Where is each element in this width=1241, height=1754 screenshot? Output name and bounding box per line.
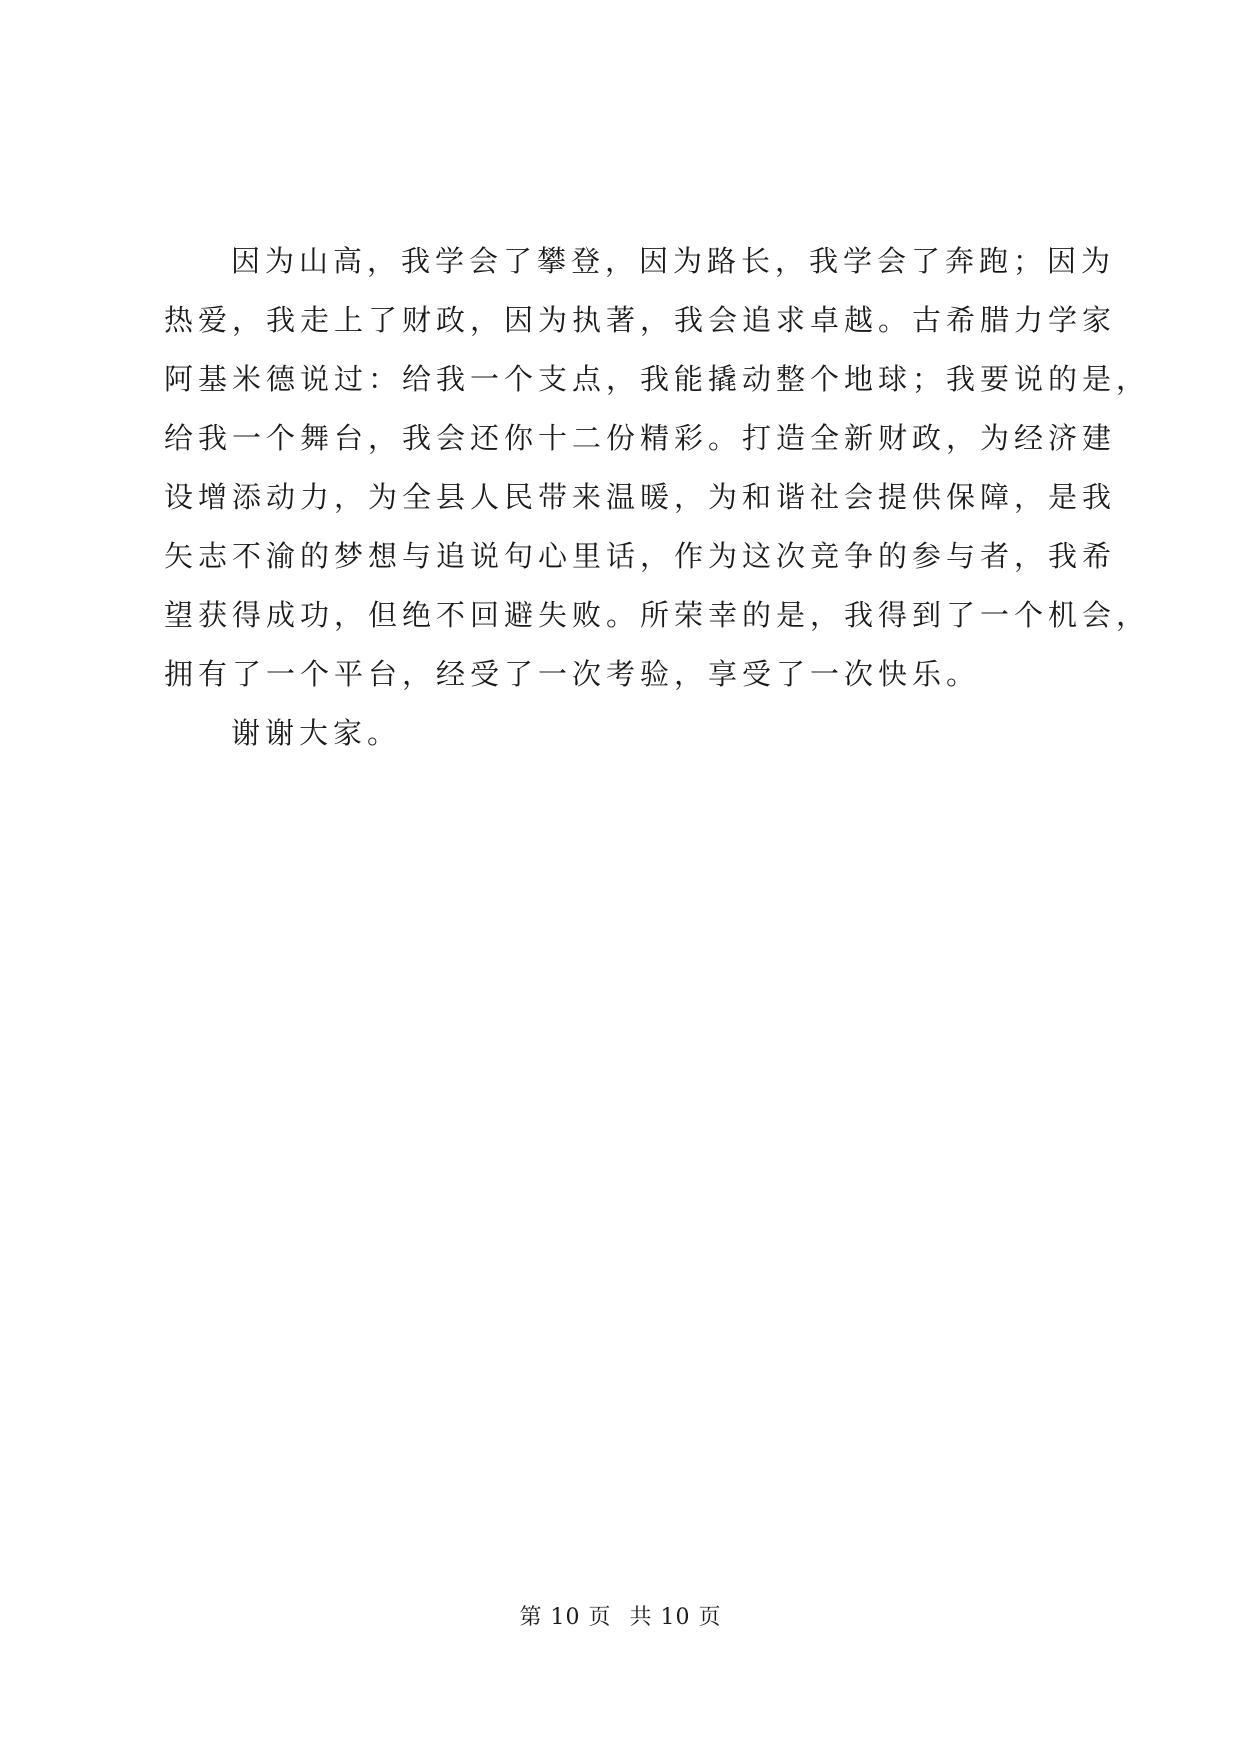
- page-number: 第 10 页: [519, 1605, 612, 1630]
- text-line: 热爱，我走上了财政，因为执著，我会追求卓越。古希腊力学家: [164, 303, 1117, 337]
- closing-line: 谢谢大家。: [231, 716, 402, 750]
- text-line: 拥有了一个平台，经受了一次考验，享受了一次快乐。: [164, 657, 981, 691]
- text-line: 因为山高，我学会了攀登，因为路长，我学会了奔跑；因为: [231, 244, 1116, 278]
- text-line: 阿基米德说过：给我一个支点，我能撬动整个地球；我要说的是，: [164, 362, 1151, 396]
- text-line: 设增添动力，为全县人民带来温暖，为和谐社会提供保障，是我: [164, 480, 1117, 514]
- text-line: 望获得成功，但绝不回避失败。所荣幸的是，我得到了一个机会，: [164, 598, 1151, 632]
- text-line: 矢志不渝的梦想与追说句心里话，作为这次竞争的参与者，我希: [164, 539, 1117, 573]
- paragraph: [164, 232, 1151, 704]
- document-body: [164, 232, 1151, 763]
- page-footer: [0, 1600, 1241, 1631]
- page-total: 共 10 页: [629, 1605, 722, 1630]
- paragraph: [164, 704, 1086, 763]
- text-line: 给我一个舞台，我会还你十二份精彩。打造全新财政，为经济建: [164, 421, 1117, 455]
